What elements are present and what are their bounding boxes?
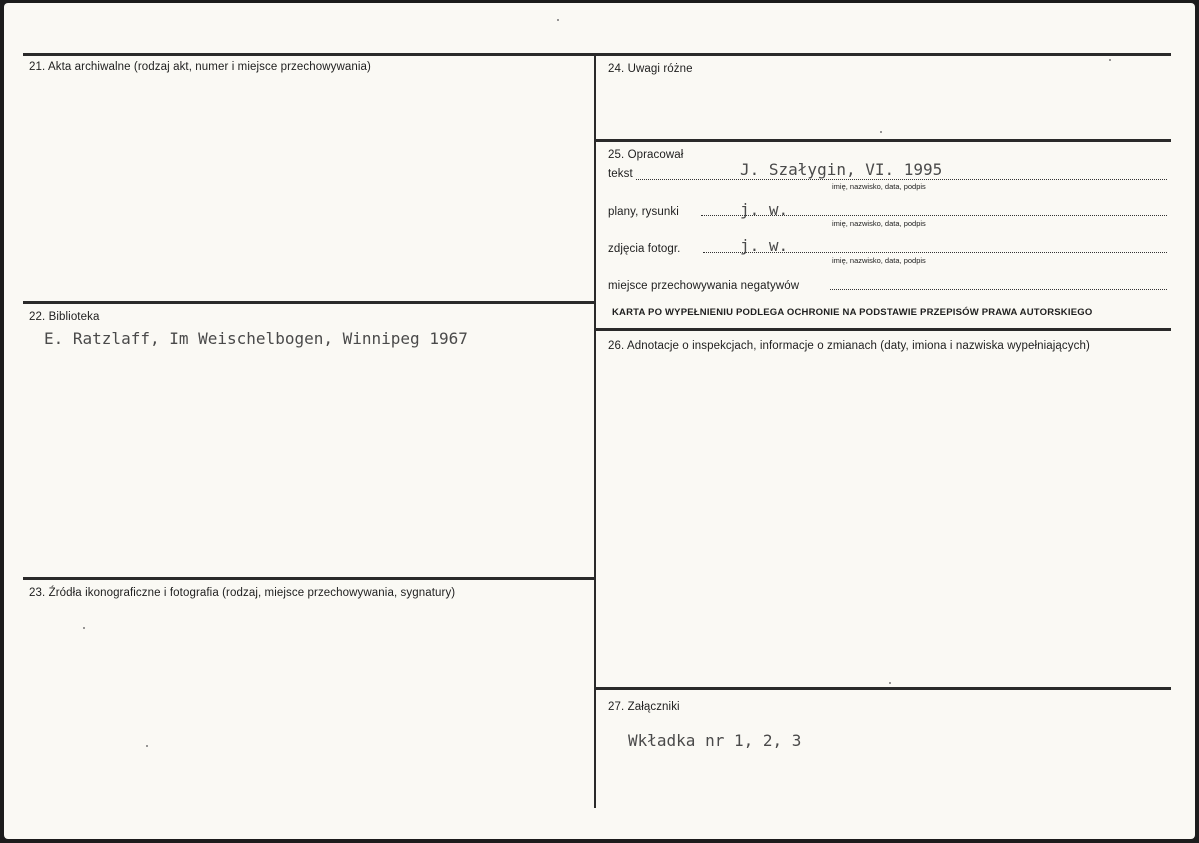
zdjecia-hint: imię, nazwisko, data, podpis (832, 256, 926, 265)
rule-22-23 (23, 577, 595, 580)
zdjecia-label: zdjęcia fotogr. (608, 243, 681, 255)
section-21-label: 21. Akta archiwalne (rodzaj akt, numer i miejsce przechowywania) (29, 61, 371, 73)
plany-hint: imię, nazwisko, data, podpis (832, 219, 926, 228)
record-card (4, 3, 1195, 839)
rule-24-25 (595, 139, 1171, 142)
plany-label: plany, rysunki (608, 206, 679, 218)
rule-21-22 (23, 301, 595, 304)
paper-speck (146, 745, 148, 747)
copyright-notice: KARTA PO WYPEŁNIENIU PODLEGA OCHRONIE NA PODSTAWIE PRZEPISÓW PRAWA AUTORSKIEGO (612, 307, 1093, 318)
negatywy-label: miejsce przechowywania negatywów (608, 280, 800, 292)
paper-speck (889, 682, 891, 684)
section-23-label: 23. Źródła ikonograficzne i fotografia (rodzaj, miejsce przechowywania, sygnatury) (29, 587, 456, 599)
top-rule (23, 53, 1171, 56)
section-22-typed-entry: E. Ratzlaff, Im Weischelbogen, Winnipeg 1967 (44, 329, 468, 348)
tekst-dotted-line (636, 179, 1167, 180)
paper-speck (880, 131, 882, 133)
rule-25-26 (595, 328, 1171, 331)
section-26-label: 26. Adnotacje o inspekcjach, informacje o zmianach (daty, imiona i nazwiska wypełniających) (608, 340, 1090, 352)
tekst-label: tekst (608, 168, 633, 180)
tekst-hint: imię, nazwisko, data, podpis (832, 182, 926, 191)
section-22-label: 22. Biblioteka (29, 311, 100, 323)
section-27-label: 27. Załączniki (608, 701, 680, 713)
paper-speck (557, 19, 559, 21)
paper-speck (83, 627, 85, 629)
section-25-label: 25. Opracował (608, 149, 684, 161)
center-divider (594, 53, 596, 808)
rule-26-27 (595, 687, 1171, 690)
tekst-value: J. Szałygin, VI. 1995 (740, 160, 943, 179)
section-27-typed-entry: Wkładka nr 1, 2, 3 (628, 731, 802, 750)
zdjecia-value: j. w. (740, 236, 789, 255)
paper-speck (1109, 59, 1111, 61)
negatywy-dotted-line (830, 289, 1167, 290)
section-24-label: 24. Uwagi różne (608, 63, 693, 75)
plany-value: j. w. (740, 200, 789, 219)
